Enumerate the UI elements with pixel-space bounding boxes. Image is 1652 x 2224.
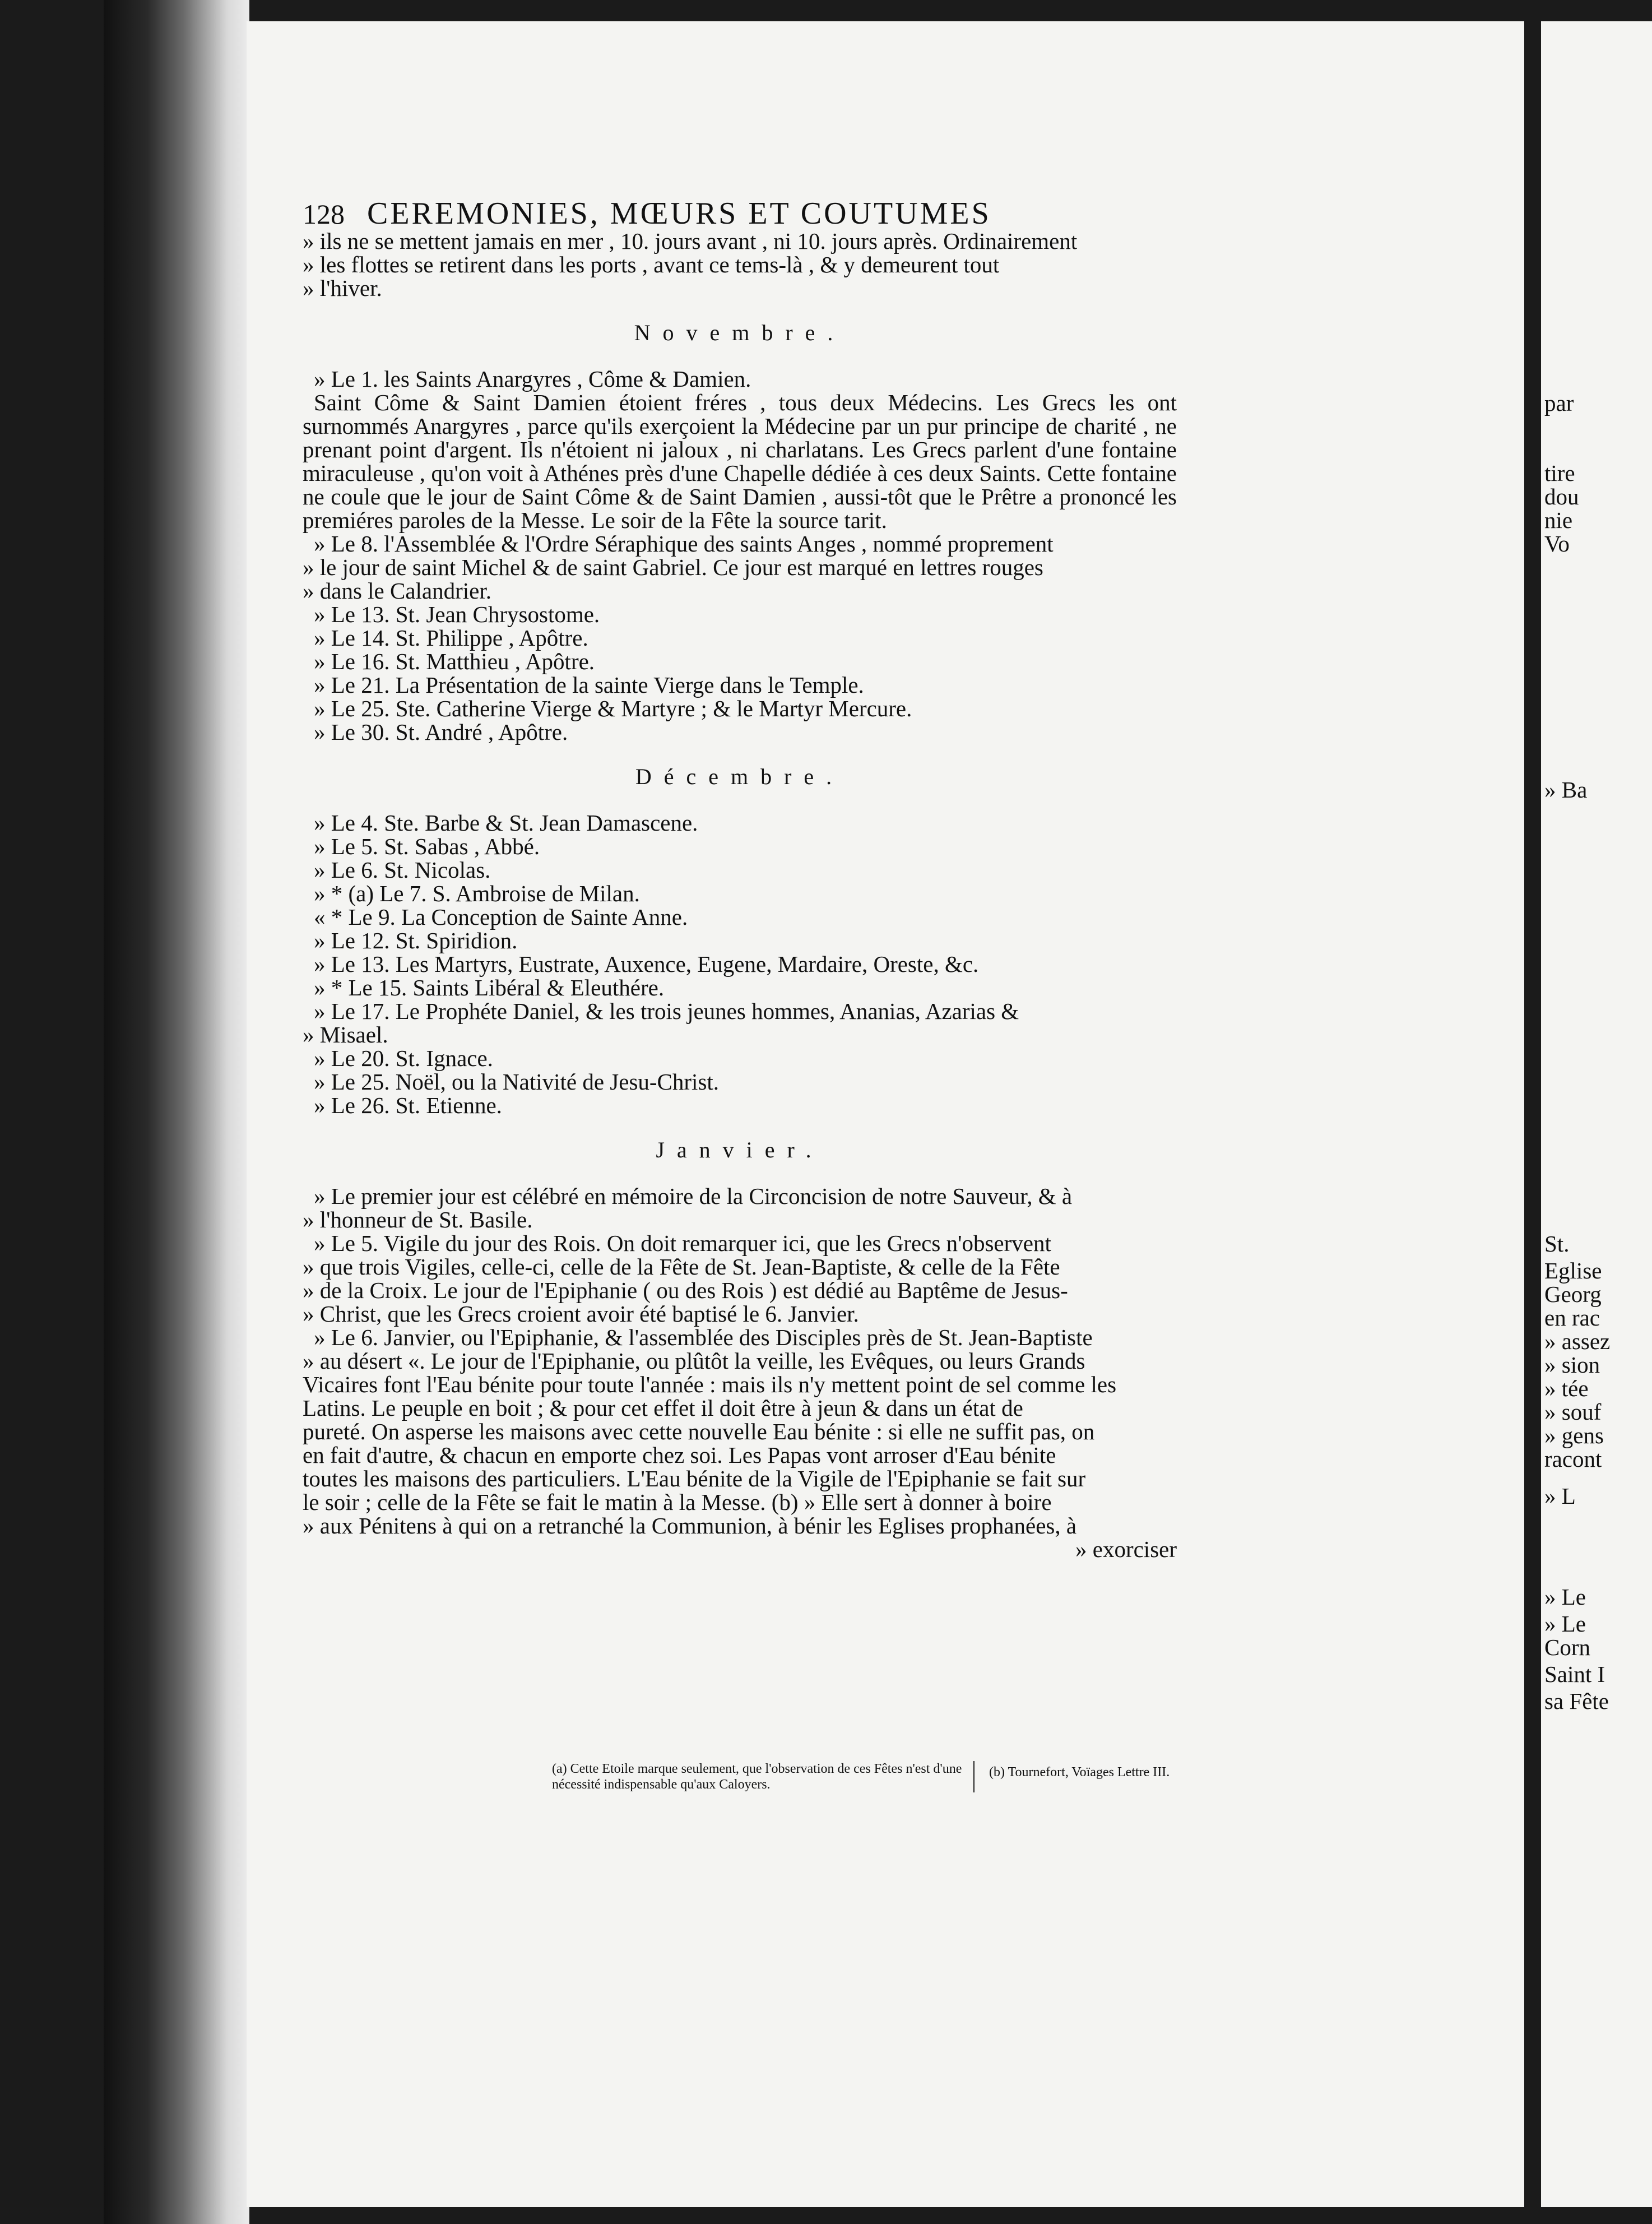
right-fragment: St. (1544, 1231, 1570, 1257)
feast-entry: » Le 17. Le Prophéte Daniel, & les trois jeunes hommes, Ananias, Azarias & (314, 998, 1019, 1024)
text-line: » l'hiver. (303, 275, 382, 301)
feast-entry: » Le 20. St. Ignace. (314, 1045, 493, 1071)
right-fragment: dou (1544, 484, 1579, 509)
feast-entry: » Le 13. St. Jean Chrysostome. (314, 601, 600, 627)
right-fragment: » souf (1544, 1399, 1602, 1425)
right-fragment: Georg (1544, 1281, 1602, 1307)
right-page-edge (1541, 21, 1652, 2207)
text-line: » Le 8. l'Assemblée & l'Ordre Séraphique des saints Anges , nommé proprement (314, 531, 1054, 557)
feast-entry: « * Le 9. La Conception de Sainte Anne. (314, 904, 688, 930)
month-heading-novembre: Novembre. (634, 320, 846, 345)
footnote-a: (a) Cette Etoile marque seulement, que l'observation de ces Fêtes n'est d'une nécessité indispensable qu'aux Caloyers. (552, 1761, 975, 1792)
right-fragment: Corn (1544, 1634, 1590, 1660)
text-line: » aux Pénitens à qui on a retranché la Communion, à bénir les Eglises prophanées, à (303, 1513, 1077, 1539)
feast-entry: » Misael. (303, 1022, 388, 1048)
feast-entry: » * Le 15. Saints Libéral & Eleuthére. (314, 975, 665, 1000)
right-fragment: Saint I (1544, 1661, 1605, 1687)
page-number: 128 (303, 198, 345, 230)
right-fragment: en rac (1544, 1305, 1600, 1331)
right-fragment: » assez (1544, 1328, 1611, 1354)
text-line: » Le 6. Janvier, ou l'Epiphanie, & l'assemblée des Disciples près de St. Jean-Baptiste (314, 1324, 1093, 1350)
feast-entry: » Le 4. Ste. Barbe & St. Jean Damascene. (314, 810, 698, 836)
right-fragment: » Le (1544, 1611, 1586, 1637)
right-fragment: » gens (1544, 1423, 1604, 1448)
right-fragment: » L (1544, 1483, 1576, 1509)
feast-entry: » Le 1. les Saints Anargyres , Côme & Damien. (314, 366, 751, 392)
running-head (303, 196, 1177, 231)
feast-entry: » Le 6. St. Nicolas. (314, 857, 491, 883)
feast-entry: » Le 16. St. Matthieu , Apôtre. (314, 648, 595, 674)
text-line: Vicaires font l'Eau bénite pour toute l'année : mais ils n'y mettent point de sel comme les (303, 1372, 1117, 1397)
footnotes (552, 1761, 1280, 1792)
text-line: le soir ; celle de la Fête se fait le matin à la Messe. (b) » Elle sert à donner à boire (303, 1489, 1052, 1515)
text-line: » de la Croix. Le jour de l'Epiphanie ( ou des Rois ) est dédié au Baptême de Jesus- (303, 1277, 1068, 1303)
text-line: pureté. On asperse les maisons avec cette nouvelle Eau bénite : si elle ne suffit pas, on (303, 1419, 1095, 1444)
feast-entry: » Le 30. St. André , Apôtre. (314, 719, 568, 745)
feast-entry: » Le 14. St. Philippe , Apôtre. (314, 625, 588, 651)
right-fragment: Eglise (1544, 1258, 1602, 1284)
text-line: » les flottes se retirent dans les ports , avant ce tems-là , & y demeurent tout (303, 252, 1000, 277)
right-fragment: » sion (1544, 1352, 1600, 1378)
feast-entry: » Le 25. Noël, ou la Nativité de Jesu-Christ. (314, 1069, 720, 1095)
feast-entry: » Le 13. Les Martyrs, Eustrate, Auxence, Eugene, Mardaire, Oreste, &c. (314, 951, 979, 977)
month-heading-janvier: Janvier. (656, 1137, 824, 1162)
text-line: » Le premier jour est célébré en mémoire de la Circoncision de notre Sauveur, & à (314, 1183, 1073, 1209)
text-line: » que trois Vigiles, celle-ci, celle de la Fête de St. Jean-Baptiste, & celle de la Fête (303, 1254, 1060, 1280)
feast-entry: » Le 26. St. Etienne. (314, 1092, 502, 1118)
right-fragment: racont (1544, 1446, 1602, 1472)
right-fragment: » Ba (1544, 777, 1588, 803)
right-fragment: » tée (1544, 1375, 1589, 1401)
page-title: CEREMONIES, MŒURS ET COUTUMES (367, 196, 991, 231)
catchword: » exorciser (1075, 1536, 1177, 1562)
text-line: » Le 5. Vigile du jour des Rois. On doit remarquer ici, que les Grecs n'observent (314, 1230, 1051, 1256)
page-gutter (1524, 0, 1541, 2224)
feast-list-decembre (303, 810, 1177, 1118)
right-fragment: tire (1544, 460, 1575, 486)
feast-entry: » * (a) Le 7. S. Ambroise de Milan. (314, 881, 640, 906)
book-spine-edge (104, 0, 249, 2224)
right-fragment: nie (1544, 507, 1573, 533)
feast-list-novembre (314, 603, 1177, 744)
page-text (303, 196, 1177, 1562)
text-line: » Christ, que les Grecs croient avoir été baptisé le 6. Janvier. (303, 1301, 859, 1327)
paragraph: Saint Côme & Saint Damien étoient fréres , tous deux Médecins. Les Grecs les ont surnommés Anargyres , parce qu'ils exerçoient la Médecine par un pur principe de charité , ne prenant point d'argent. Ils n'étoient ni jaloux , ni charlatans. Les Grecs parlent d'une fontaine miraculeuse , qu'on voit à Athénes près d'une Chapelle dédiée à ces deux Saints. Cette fontaine ne coule que le jour de Saint Côme & de Saint Damien , aussi-tôt que le Prêtre a prononcé les premiéres paroles de la Messe. Le soir de la Fête la source tarit. (303, 390, 1177, 533)
text-line: Latins. Le peuple en boit ; & pour cet effet il doit être à jeun & dans un état de (303, 1395, 1023, 1421)
text-line: toutes les maisons des particuliers. L'Eau bénite de la Vigile de l'Epiphanie se fait sur (303, 1466, 1086, 1491)
footnote-b: (b) Tournefort, Voïages Lettre III. (989, 1765, 1170, 1780)
text-line: » le jour de saint Michel & de saint Gabriel. Ce jour est marqué en lettres rouges (303, 554, 1043, 580)
right-fragment: par (1544, 390, 1574, 416)
text-line: » l'honneur de St. Basile. (303, 1207, 533, 1233)
text-line: en fait d'autre, & chacun en emporte chez soi. Les Papas vont arroser d'Eau bénite (303, 1442, 1056, 1468)
feast-entry: » Le 25. Ste. Catherine Vierge & Martyre ; & le Martyr Mercure. (314, 696, 912, 721)
feast-entry: » Le 21. La Présentation de la sainte Vierge dans le Temple. (314, 672, 864, 698)
feast-entry: » Le 12. St. Spiridion. (314, 928, 518, 953)
text-line: » dans le Calandrier. (303, 578, 492, 604)
feast-entry: » Le 5. St. Sabas , Abbé. (314, 833, 540, 859)
right-fragment: » Le (1544, 1584, 1586, 1610)
text-line: » ils ne se mettent jamais en mer , 10. jours avant , ni 10. jours après. Ordinairement (303, 228, 1078, 254)
right-fragment: Vo (1544, 531, 1570, 557)
right-fragment: sa Fête (1544, 1688, 1609, 1714)
month-heading-decembre: Décembre. (635, 764, 844, 789)
text-line: » au désert «. Le jour de l'Epiphanie, ou plûtôt la veille, les Evêques, ou leurs Grands (303, 1348, 1085, 1374)
